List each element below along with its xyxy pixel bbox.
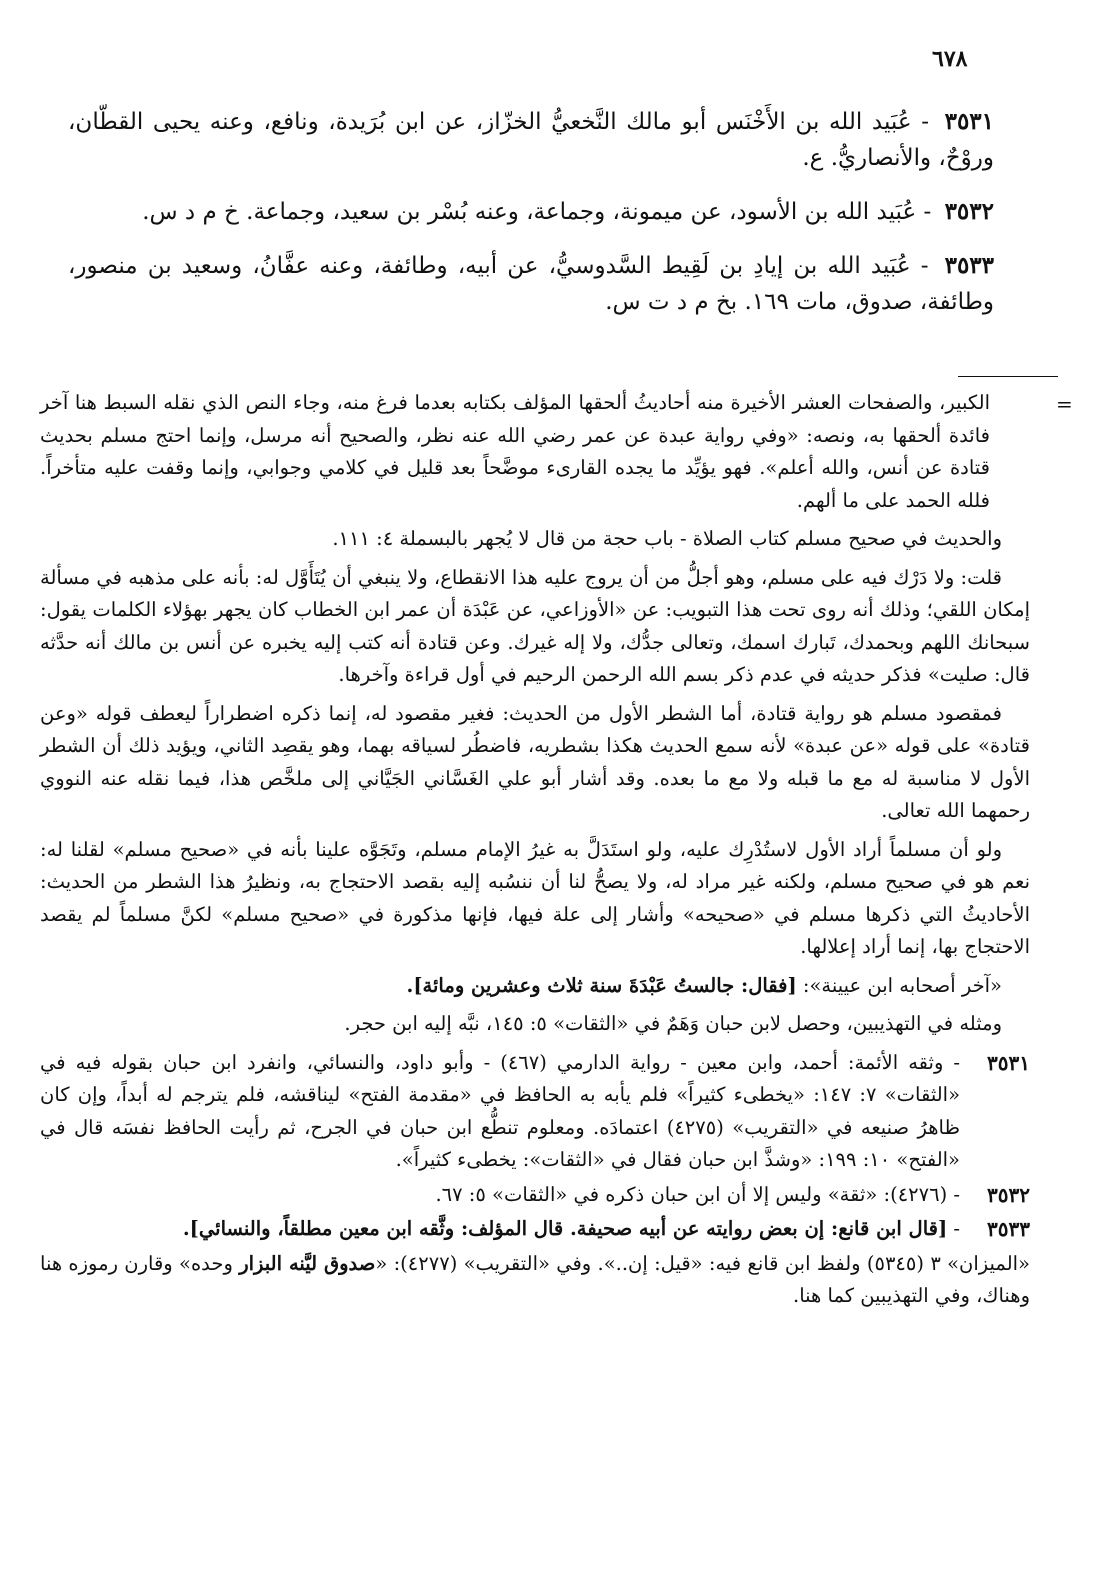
entry-number: ٣٥٣٣ [944,252,995,279]
page-number: ٦٧٨ [932,46,968,72]
note-paragraph: الكبير، والصفحات العشر الأخيرة منه أحاديثُ ألحقها المؤلف بكتابه بعدما فرغ منه، وجاء النص الذي نقله السبط هنا آخر فائدة ألحقها به، ونصه: «وفي رواية عبدة عن عمر رضي الله عنه نظر، والصحيح أنه مرسل، وإنما احتج مسلم بحديث قتادة عن أنس، والله أعلم». فهو يؤيِّد ما يجده القارىء موضَّحاً بعد قليل في كلامي وجوابي، وإنما وقفت عليه متأخراً. فلله الحمد على ما ألهم. [40,391,990,512]
continuation-marker: = [1056,392,1073,416]
note-paragraph [40,1248,1030,1313]
footnote-number: ٣٥٣١ [987,1050,1030,1075]
entry-text: - عُبَيد الله بن الأَخْنَس أبو مالك النَّخعيُّ الخزّاز، عن ابن بُرَيدة، ونافع، وعنه يحيى القطّان، وروْحٌ، والأنصاريُّ. ع. [68,109,994,171]
footnote-text [40,1213,960,1246]
note-paragraph: والحديث في صحيح مسلم كتاب الصلاة - باب حجة من قال لا يُجهر بالبسملة ٤: ١١١. [332,527,1002,550]
note-bracket-addition: [فقال: جالستُ عَبْدَةَ سنة ثلاث وعشرين ومائة]. [406,973,797,997]
footnote-number: ٣٥٣٣ [987,1217,1030,1241]
note-text: وحده» وقارن رموزه هنا وهناك، وفي التهذيبين كما هنا. [40,1251,1030,1307]
footnote-text: - وثقه الأئمة: أحمد، وابن معين - رواية الدارمي (٤٦٧) - وأبو داود، والنسائي، وانفرد ابن حبان بقوله فيه في «الثقات» ٧: ١٤٧: «يخطىء كثيراً» فلم يأبه به الحافظ في «مقدمة الفتح» ليناقشه، فلم يترجم له أبداً، وإن كان ظاهرُ صنيعه في «التقريب» (٤٢٧٥) اعتمادَه. ومعلوم تنطُّع ابن حبان في الجرح، ثم رأيت الحافظ نفسَه قال في «الفتح» ١٠: ١٩٩: «وشذَّ ابن حبان فقال في «الثقات»: يخطىء كثيراً». [40,1050,960,1171]
note-quote: «آخر أصحابه ابن عيينة»: [796,973,1002,997]
entry-3531 [68,104,994,176]
note-paragraph: فمقصود مسلم هو رواية قتادة، أما الشطر الأول من الحديث: فغير مقصود له، إنما ذكره اضطراراً ليعطف قوله «وعن قتادة» على قوله «عن عبدة» لأنه سمع الحديث هكذا بشطريه، فاضطُر لسياقه بهما، وهو يقصِد الثاني، ويؤيد ذلك أن الشطر الأول لا مناسبة له مع ما قبله ولا مع ما بعده. وقد أشار أبو علي الغَسَّاني الجَيَّاني إلى ملخَّص هذا، فيما نقله عنه النووي رحمهما الله تعالى. [40,701,1030,822]
footnote-3532 [40,1179,1030,1212]
footnote-3531 [40,1047,1030,1177]
entry-number: ٣٥٣٢ [944,198,994,225]
entry-text: - عُبَيد الله بن الأسود، عن ميمونة، وجماعة، وعنه بُسْر بن سعيد، وجماعة. خ م د س. [142,199,932,225]
entry-text: - عُبَيد الله بن إيادِ بن لَقِيط السَّدوسيُّ، عن أبيه، وطائفة، وعنه عفَّانُ، وسعيد بن منصور، وطائفة، صدوق، مات ١٦٩. بخ م د ت س. [68,253,994,315]
footnotes [40,387,1030,1319]
footnote-number: ٣٥٣٢ [987,1182,1030,1207]
note-paragraph: قلت: ولا دَرْك فيه على مسلم، وهو أجلُّ من أن يروج عليه هذا الانقطاع، ولا ينبغي أن يُتَأَوَّل له: بأنه على مذهبه في مسألة إمكان اللقي؛ وذلك أنه روى تحت هذا التبويب: عن «الأوزاعي، عن عَبْدَة أن عمر ابن الخطاب كان يجهر بهؤلاء الكلمات يقول: سبحانك اللهم وبحمدك، تَبارك اسمك، وتعالى جدُّك، ولا إله غيرك. وعن قتادة أنه كتب إليه يخبره عن أنس بن مالك أنه حدَّثه قال: صليت» فذكر حديثه في عدم ذكر بسم الله الرحمن الرحيم في أول قراءة وآخرها. [40,565,1030,686]
entry-number: ٣٥٣١ [944,108,995,135]
entry-3532 [68,194,994,230]
note-paragraph: ومثله في التهذيبين، وحصل لابن حبان وَهَمٌ في «الثقات» ٥: ١٤٥، نبَّه إليه ابن حجر. [344,1012,1002,1035]
note-bold-text: صدوق ليَّنه البزار [239,1251,376,1275]
footnote-bracket-addition: [قال ابن قانع: إن بعض روايته عن أبيه صحيفة. قال المؤلف: وثَّقه ابن معين مطلقاً، والنسائي]. [182,1217,948,1240]
main-entries [68,104,994,338]
note-text: «الميزان» ٣ (٥٣٤٥) ولفظ ابن قانع فيه: «قيل: إن..». وفي «التقريب» (٤٢٧٧): « [375,1251,1030,1275]
footnote-3533 [40,1213,1030,1246]
footnote-text: - (٤٢٧٦): «ثقة» وليس إلا أن ابن حبان ذكره في «الثقات» ٥: ٦٧. [435,1182,960,1206]
entry-3533 [68,248,994,320]
footnote-separator [958,376,1058,377]
note-paragraph: ولو أن مسلماً أراد الأول لاستُدْرِك عليه، ولو استَدَلَّ به غيرُ الإمام مسلم، وتَجَوَّه علينا بأنه في «صحيح مسلم» لقلنا له: نعم هو في صحيح مسلم، ولكنه غير مراد له، ولا يصحُّ لنا أن ننسُبه إليه بقصد الاحتجاج به، ونظيرُ هذا الشطر من الحديث: الأحاديثُ التي ذكرها مسلم في «صحيحه» وأشار إلى علة فيها، فإنها مذكورة في «صحيح مسلم» لكنَّ مسلماً لم يقصد الاحتجاج بها، إنما أراد إعلالها. [40,837,1030,958]
footnote-dash: - [947,1217,960,1240]
note-paragraph [40,970,1030,1003]
